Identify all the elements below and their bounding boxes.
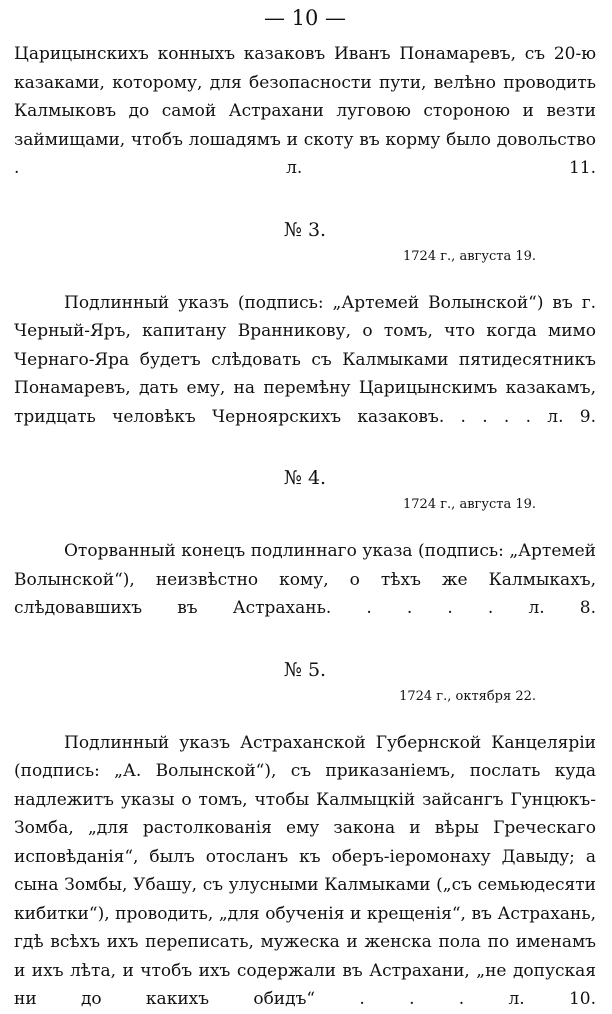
intro-paragraph bbox=[14, 40, 596, 183]
intro-text: Царицынскихъ конныхъ казаковъ Иванъ Понамаревъ, съ 20-ю казаками, которому, для безопасности пути, велѣно проводить Калмыковъ до самой Астрахани луговою стороною и везти займищами, чтобъ лошадямъ и скоту въ корму было довольство bbox=[14, 44, 596, 150]
entry-3-number: № 3. bbox=[283, 218, 327, 241]
entry-4-reference: . . . . л. 8. bbox=[366, 598, 596, 618]
page-number: — 10 — bbox=[263, 6, 347, 30]
entry-3-reference: . . . . л. 9. bbox=[460, 406, 597, 427]
entry-5-paragraph bbox=[14, 729, 596, 1014]
entry-4-date: 1724 г., августа 19. bbox=[403, 497, 536, 512]
entry-5 bbox=[14, 659, 596, 1014]
entry-4-text: Оторванный конецъ подлиннаго указа (подпись: „Артемей Волынской“), неизвѣстно кому, о тѣхъ же Калмыкахъ, слѣдовавшихъ въ Астрахань. bbox=[14, 541, 596, 618]
entry-3-text: Подлинный указъ (подпись: „Артемей Волынской“) въ г. Черный-Яръ, капитану Вранникову, о томъ, что когда мимо Чернаго-Яра будетъ слѣдовать съ Калмыками пятидесятникъ Понамаревъ, дать ему, на перемѣну Царицынскимъ казакамъ, тридцать человѣкъ Черноярскихъ казаковъ. bbox=[14, 292, 596, 427]
entry-5-number: № 5. bbox=[283, 658, 327, 681]
entry-5-reference: . . . л. 10. bbox=[359, 989, 597, 1009]
entry-5-text: Подлинный указъ Астраханской Губернской Канцеляріи (подпись: „А. Волынской“), съ приказаніемъ, послать куда надлежитъ указы о томъ, чтобы Калмыцкій зайсангъ Гунцюкъ-Зомба, „для растолкованія ему закона и вѣры Греческаго исповѣданія“, былъ отосланъ къ оберъ-іеромонаху Давыду; а сына Зомбы, Убашу, съ улусными Калмыками („съ семьюдесяти кибитки“), проводить, „для обученія и крещенія“, въ Астрахань, гдѣ всѣхъ ихъ переписать, мужеска и женска пола по именамъ и ихъ лѣта, и чтобъ ихъ содержали въ Астрахани, „не допуская ни до какихъ обидъ“ bbox=[14, 732, 596, 1009]
intro-reference: . л. 11. bbox=[14, 158, 596, 178]
entry-3-date: 1724 г., августа 19. bbox=[403, 248, 536, 264]
entry-4 bbox=[14, 467, 596, 623]
entry-4-paragraph bbox=[14, 537, 596, 623]
entry-3-paragraph bbox=[14, 289, 596, 432]
entry-5-date: 1724 г., октября 22. bbox=[399, 688, 536, 704]
entry-3 bbox=[14, 219, 596, 432]
entry-4-number: № 4. bbox=[283, 467, 327, 489]
